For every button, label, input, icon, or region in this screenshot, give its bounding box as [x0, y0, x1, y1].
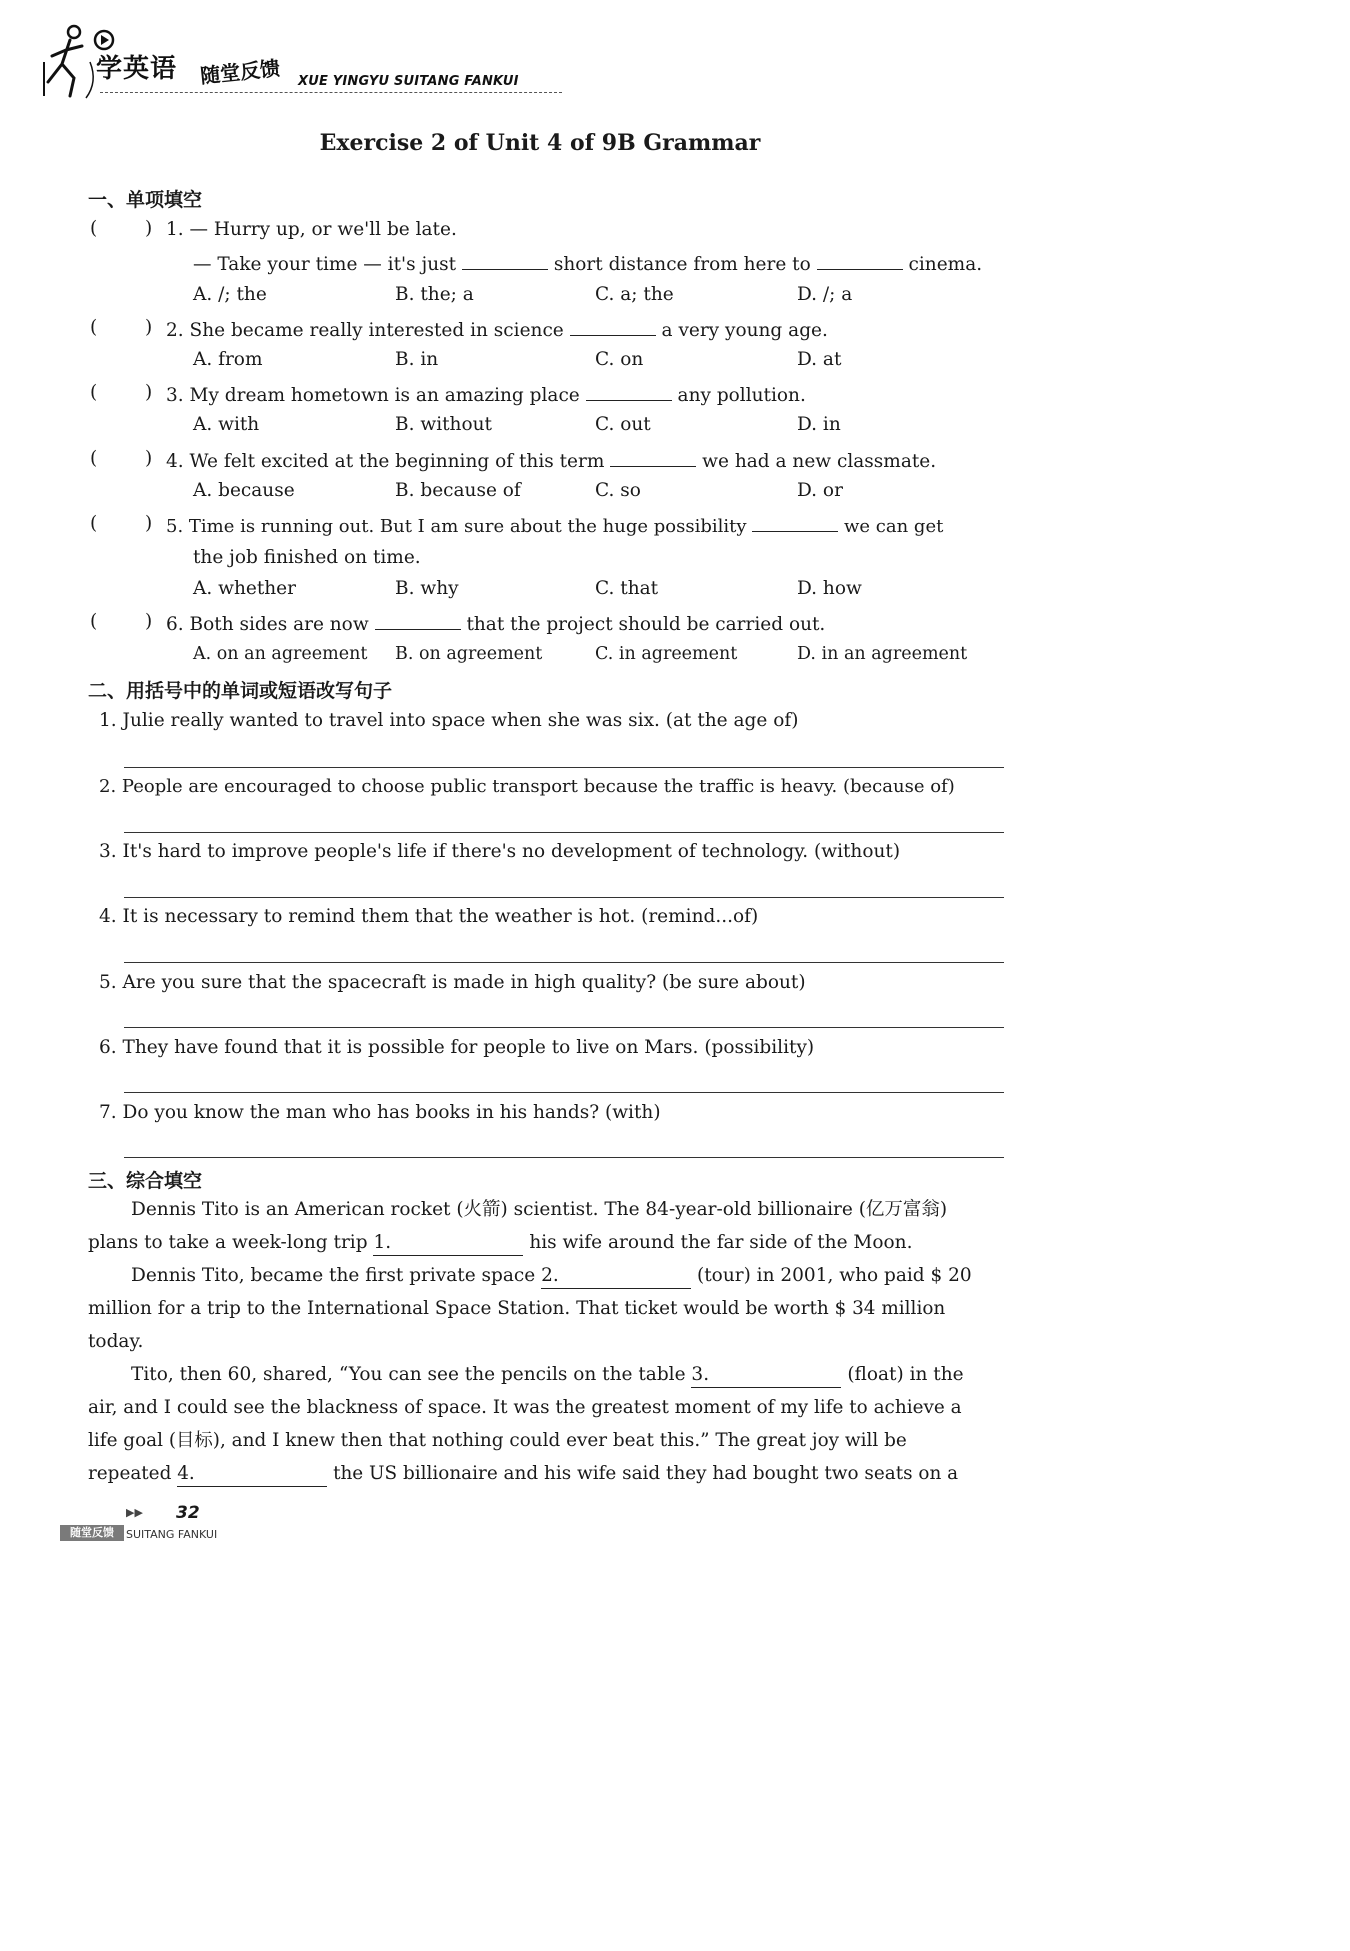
q5-stem: [166, 513, 943, 539]
passage-line-8: life goal (目标), and I knew then that nothing could ever beat this.” The great joy will be: [88, 1430, 907, 1451]
q2-stem: [166, 317, 828, 343]
q2-blank[interactable]: [570, 317, 656, 336]
passage-line-2: [88, 1231, 912, 1256]
q2-option-d[interactable]: D. at: [797, 349, 842, 370]
q4-option-c[interactable]: C. so: [595, 480, 641, 501]
rewrite-item-5: 5. Are you sure that the spacecraft is made in high quality? (be sure about): [99, 972, 806, 993]
section3-heading: 三、综合填空: [88, 1170, 203, 1192]
q2-stem-post: a very young age.: [661, 320, 828, 341]
passage-line-1: Dennis Tito is an American rocket (火箭) scientist. The 84-year-old billionaire (亿万富翁): [131, 1199, 948, 1220]
passage-line-9-post: the US billionaire and his wife said they had bought two seats on a: [333, 1463, 959, 1484]
passage-line-3: [131, 1264, 972, 1289]
q6-stem-post: that the project should be carried out.: [466, 614, 826, 635]
q6-option-a[interactable]: A. on an agreement: [193, 644, 368, 664]
q5-stem-post: we can get: [844, 516, 944, 537]
q2-option-b[interactable]: B. in: [395, 349, 439, 370]
q5-stem-pre: 5. Time is running out. But I am sure about the huge possibility: [166, 516, 747, 537]
q5-stem-continued: the job finished on time.: [193, 547, 421, 568]
double-arrow-icon: ▶▶: [126, 1506, 143, 1519]
rewrite-answer-line-7[interactable]: [124, 1157, 1004, 1158]
q3-option-d[interactable]: D. in: [797, 414, 841, 435]
rewrite-item-1: 1. Julie really wanted to travel into space when she was six. (at the age of): [99, 710, 799, 731]
section1-heading: 一、单项填空: [88, 189, 203, 211]
q1-blank-2[interactable]: [817, 251, 903, 270]
passage-line-2-pre: plans to take a week-long trip: [88, 1232, 368, 1253]
q3-stem: [166, 382, 806, 408]
q4-stem-post: we had a new classmate.: [702, 451, 937, 472]
q6-stem-pre: 6. Both sides are now: [166, 614, 369, 635]
passage-line-4: million for a trip to the International Space Station. That ticket would be worth $ 34 million: [88, 1298, 946, 1319]
q1-blank-1[interactable]: [462, 251, 548, 270]
q4-paren-close: ): [145, 448, 153, 469]
q2-stem-pre: 2. She became really interested in science: [166, 320, 564, 341]
q4-blank[interactable]: [610, 448, 696, 467]
q6-paren-close: ): [145, 611, 153, 632]
q5-paren-close: ): [145, 513, 153, 534]
q2-paren-close: ): [145, 317, 153, 338]
q1-stem: 1. — Hurry up, or we'll be late.: [166, 219, 457, 240]
q6-option-b[interactable]: B. on agreement: [395, 644, 543, 664]
q1-option-d[interactable]: D. /; a: [797, 284, 853, 305]
q1-option-b[interactable]: B. the; a: [395, 284, 474, 305]
rewrite-answer-line-2[interactable]: [124, 832, 1004, 833]
passage-line-2-post: his wife around the far side of the Moon.: [529, 1232, 913, 1253]
header-divider: [100, 92, 562, 93]
passage-line-6-pre: Tito, then 60, shared, “You can see the pencils on the table: [131, 1364, 686, 1385]
q4-option-a[interactable]: A. because: [193, 480, 295, 501]
q6-option-d[interactable]: D. in an agreement: [797, 644, 968, 664]
footer-label-en: SUITANG FANKUI: [126, 1528, 218, 1541]
q1-response-pre: — Take your time — it's just: [193, 254, 457, 275]
q3-paren-close: ): [145, 382, 153, 403]
q5-option-a[interactable]: A. whether: [193, 578, 296, 599]
blank-2-number: 2.: [541, 1265, 559, 1286]
q3-stem-post: any pollution.: [677, 385, 806, 406]
rewrite-item-6: 6. They have found that it is possible for people to live on Mars. (possibility): [99, 1037, 815, 1058]
blank-4[interactable]: [177, 1462, 327, 1487]
blank-1[interactable]: [373, 1231, 523, 1256]
q6-paren-open: (: [90, 611, 98, 632]
rewrite-answer-line-5[interactable]: [124, 1027, 1004, 1028]
q1-paren-close: ): [145, 218, 153, 239]
blank-4-number: 4.: [177, 1463, 195, 1484]
q4-stem: [166, 448, 936, 474]
q4-option-d[interactable]: D. or: [797, 480, 843, 501]
passage-line-5: today.: [88, 1331, 144, 1352]
q1-option-c[interactable]: C. a; the: [595, 284, 674, 305]
page-number: 32: [176, 1503, 200, 1523]
q5-blank[interactable]: [752, 513, 838, 532]
passage-line-6: [131, 1363, 964, 1388]
q3-stem-pre: 3. My dream hometown is an amazing place: [166, 385, 580, 406]
rewrite-answer-line-4[interactable]: [124, 962, 1004, 963]
passage-line-3-pre: Dennis Tito, became the first private space: [131, 1265, 536, 1286]
logo-title-zh: 学英语: [96, 54, 178, 84]
blank-3-number: 3.: [691, 1364, 710, 1385]
passage-line-3-post: (tour) in 2001, who paid $ 20: [697, 1265, 972, 1286]
page-title: Exercise 2 of Unit 4 of 9B Grammar: [319, 130, 761, 156]
footer-label-zh: 随堂反馈: [60, 1525, 124, 1541]
q3-option-c[interactable]: C. out: [595, 414, 651, 435]
blank-2[interactable]: [541, 1264, 691, 1289]
blank-1-number: 1.: [373, 1232, 392, 1253]
q5-option-d[interactable]: D. how: [797, 578, 862, 599]
q5-option-b[interactable]: B. why: [395, 578, 459, 599]
runner-logo-icon: [40, 22, 100, 102]
passage-line-6-post: (float) in the: [847, 1364, 964, 1385]
q4-paren-open: (: [90, 448, 98, 469]
q2-option-a[interactable]: A. from: [193, 349, 263, 370]
rewrite-answer-line-1[interactable]: [124, 767, 1004, 768]
page-header: [40, 22, 540, 102]
passage-line-9-pre: repeated: [88, 1463, 172, 1484]
q1-option-a[interactable]: A. /; the: [193, 284, 267, 305]
q1-response-post: cinema.: [908, 254, 983, 275]
q4-option-b[interactable]: B. because of: [395, 480, 521, 501]
q3-option-b[interactable]: B. without: [395, 414, 492, 435]
q4-stem-pre: 4. We felt excited at the beginning of this term: [166, 451, 605, 472]
q5-paren-open: (: [90, 513, 98, 534]
passage-line-7: air, and I could see the blackness of space. It was the greatest moment of my life to achieve a: [88, 1397, 962, 1418]
q3-option-a[interactable]: A. with: [193, 414, 260, 435]
rewrite-answer-line-6[interactable]: [124, 1092, 1004, 1093]
q2-option-c[interactable]: C. on: [595, 349, 644, 370]
rewrite-item-2: 2. People are encouraged to choose public transport because the traffic is heavy. (because of): [99, 776, 955, 797]
rewrite-item-7: 7. Do you know the man who has books in his hands? (with): [99, 1102, 661, 1123]
section2-heading: 二、用括号中的单词或短语改写句子: [88, 680, 393, 702]
q1-response: [193, 251, 982, 277]
blank-3[interactable]: [691, 1363, 841, 1388]
logo-subtitle-zh: 随堂反馈: [199, 55, 282, 89]
rewrite-answer-line-3[interactable]: [124, 897, 1004, 898]
logo-title-en: XUE YINGYU SUITANG FANKUI: [298, 74, 519, 89]
q6-blank[interactable]: [375, 611, 461, 630]
rewrite-item-4: 4. It is necessary to remind them that the weather is hot. (remind...of): [99, 906, 759, 927]
q3-blank[interactable]: [586, 382, 672, 401]
q5-option-c[interactable]: C. that: [595, 578, 659, 599]
page-footer: [60, 1503, 240, 1553]
passage-line-9: [88, 1462, 958, 1487]
q1-response-mid: short distance from here to: [553, 254, 811, 275]
q6-stem: [166, 611, 825, 637]
q2-paren-open: (: [90, 317, 98, 338]
q1-paren-open: (: [90, 218, 98, 239]
q6-option-c[interactable]: C. in agreement: [595, 644, 738, 664]
rewrite-item-3: 3. It's hard to improve people's life if there's no development of technology. (without): [99, 841, 901, 862]
q3-paren-open: (: [90, 382, 98, 403]
